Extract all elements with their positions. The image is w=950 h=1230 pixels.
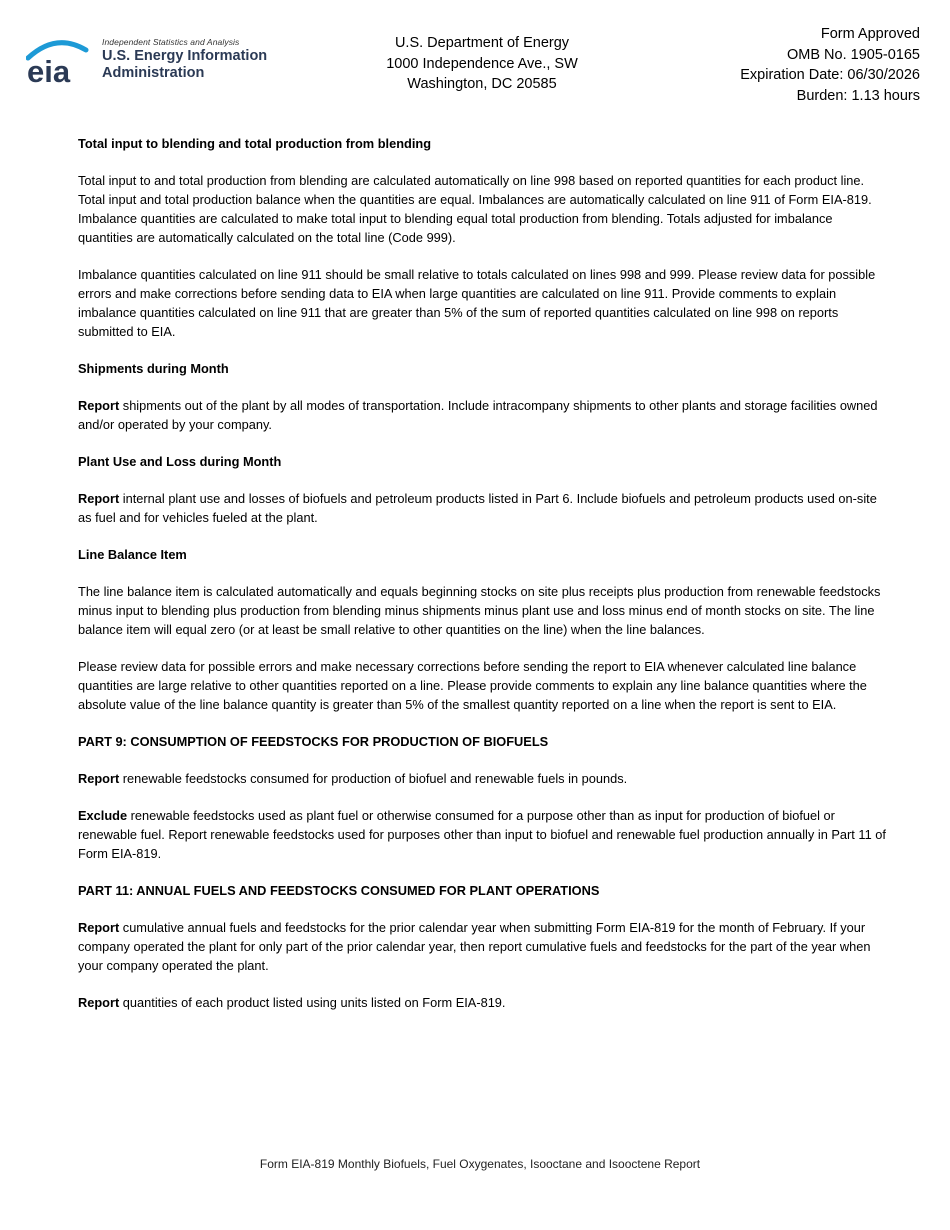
- burden: Burden: 1.13 hours: [796, 87, 920, 104]
- expiration-date: Expiration Date: 06/30/2026: [740, 67, 920, 83]
- approval-block: [620, 24, 920, 106]
- plant-use-paragraph: [78, 489, 888, 527]
- line-balance-heading: Line Balance Item: [78, 547, 187, 562]
- part9-lead-1: Report: [78, 771, 120, 786]
- shipments-heading: Shipments during Month: [78, 361, 229, 376]
- line-balance-paragraph-1: The line balance item is calculated automatically and equals beginning stocks on site plus receipts plus production from renewable feedstocks minus input to blending plus production from blending minus shipments minus plant use and loss minus end of month stocks on site. The line balance item will equal zero (or at least be small relative to other quantities on the line) when the line balances.: [78, 584, 881, 637]
- logo-mark: eia: [27, 54, 71, 88]
- part11-lead-2: Report: [78, 995, 120, 1010]
- page-footer: Form EIA-819 Monthly Biofuels, Fuel Oxygenates, Isooctane and Isooctene Report: [259, 1157, 701, 1171]
- shipments-lead: Report: [78, 398, 120, 413]
- form-approved: Form Approved: [820, 26, 920, 42]
- agency-line2: 1000 Independence Ave., SW: [386, 55, 578, 72]
- part9-paragraph-2: [78, 806, 888, 863]
- eia-arc-icon: [26, 36, 106, 88]
- part11-text-1: cumulative annual fuels and feedstocks for the prior calendar year when submitting Form EIA-819 for the month of February. If your company operated the plant for only part of the prior calendar year, then report cumulative fuels and feedstocks for the part of the year when your company operated the plant.: [78, 920, 871, 973]
- part11-paragraph-1: [78, 918, 888, 975]
- part9-text-1: renewable feedstocks consumed for production of biofuel and renewable fuels in pounds.: [119, 771, 628, 786]
- plant-use-heading: Plant Use and Loss during Month: [78, 454, 282, 469]
- part11-lead-1: Report: [78, 920, 120, 935]
- part9-text-2: renewable feedstocks used as plant fuel or otherwise consumed for a purpose other than as input for production of biofuel or renewable fuel. Report renewable feedstocks used for purposes other than input to biofuel and renewable fuel production annually in Part 11 of Form EIA-819.: [78, 808, 886, 861]
- part11-text-2: quantities of each product listed using units listed on Form EIA-819.: [119, 995, 506, 1010]
- plant-use-lead: Report: [78, 491, 120, 506]
- logo-tagline: Independent Statistics and Analysis: [102, 37, 240, 47]
- agency-line1: U.S. Department of Energy: [394, 35, 570, 51]
- omb-number: OMB No. 1905-0165: [787, 46, 920, 63]
- document-body: [78, 134, 888, 1030]
- part9-paragraph-1: [78, 769, 888, 788]
- logo-organization: [102, 48, 267, 82]
- blending-paragraph-2: Imbalance quantities calculated on line 911 should be small relative to totals calculated on lines 998 and 999. Please review data for possible errors and make corrections before sending data to EIA when large quantities are calculated on line 911. Provide comments to explain imbalance quantities calculated on line 911 that are greater than 5% of the sum of reported quantities calculated on line 998 on reports submitted to EIA.: [78, 267, 876, 339]
- part11-paragraph-2: [78, 993, 888, 1012]
- blending-heading: Total input to blending and total production from blending: [78, 136, 432, 151]
- agency-line3: Washington, DC 20585: [407, 76, 557, 92]
- line-balance-paragraph-2: Please review data for possible errors and make necessary corrections before sending the report to EIA whenever calculated line balance quantities are large relative to other quantities reported on a line. Please provide comments to explain any line balance quantities where the absolute value of the line balance quantity is greater than 5% of the smallest quantity reported on a line when the report is sent to EIA.: [78, 659, 867, 712]
- agency-address: [332, 33, 632, 95]
- blending-paragraph-1: Total input to and total production from blending are calculated automatically on line 998 based on reported quantities for each product line. Total input and total production balance when the quantities are equal. Imbalances are automatically calculated on line 911 of Form EIA-819. Imbalance quantities are calculated to make total input to blending equal total production from blending. Totals adjusted for imbalance quantities are automatically calculated on the total line (Code 999).: [78, 173, 872, 245]
- shipments-text: shipments out of the plant by all modes of transportation. Include intracompany shipments to other plants and storage facilities owned and/or operated by your company.: [78, 398, 878, 432]
- eia-logo: [26, 36, 288, 88]
- plant-use-text: internal plant use and losses of biofuels and petroleum products listed in Part 6. Include biofuels and petroleum products used on-site as fuel and for vehicles fueled at the plant.: [78, 491, 877, 525]
- logo-org-line2: Administration: [102, 65, 205, 81]
- part11-heading: PART 11: ANNUAL FUELS AND FEEDSTOCKS CONSUMED FOR PLANT OPERATIONS: [78, 883, 600, 898]
- shipments-paragraph: [78, 396, 888, 434]
- part9-lead-2: Exclude: [78, 808, 128, 823]
- part9-heading: PART 9: CONSUMPTION OF FEEDSTOCKS FOR PRODUCTION OF BIOFUELS: [78, 734, 549, 749]
- logo-org-line1: U.S. Energy Information: [102, 48, 268, 64]
